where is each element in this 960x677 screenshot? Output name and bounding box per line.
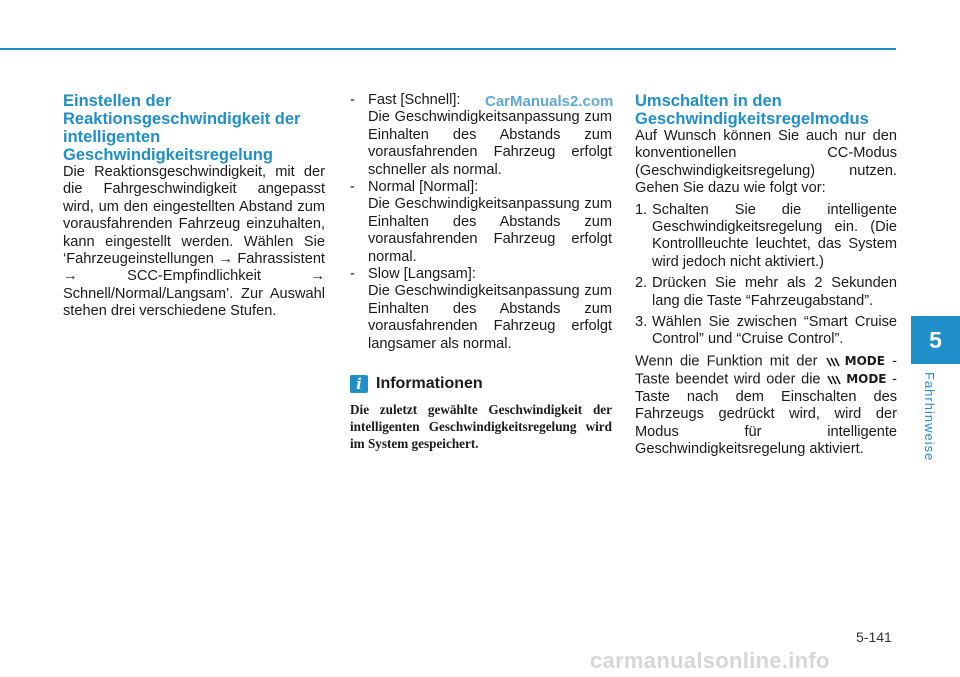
drive-mode-icon: MODE	[826, 371, 886, 388]
info-icon: i	[350, 375, 368, 393]
step-1: 1. Schalten Sie die intelligente Geschwindigkeitsregelung ein. (Die Kontrollleuchte leuchtet, das System wird jedoch nicht aktiviert.)	[635, 201, 897, 270]
normal-label: Normal [Normal]:	[368, 179, 479, 196]
left-column	[63, 92, 325, 321]
info-text: Die zuletzt gewählte Geschwindigkeit der intelligenten Geschwindigkeitsregelung wird im System gespeichert.	[350, 402, 612, 452]
cc-intro-text: Auf Wunsch können Sie auch nur den konventionellen CC-Modus (Geschwindigkeitsregelung) nutzen. Gehen Sie dazu wie folgt vor:	[635, 128, 897, 197]
mode-outro-text: Wenn die Funktion mit der MODE -Taste beendet wird oder die MODE -Taste nach dem Einschalten des Fahrzeugs gedrückt wird, wird der Modus für intelligente Geschwindigkeitsregelung aktiviert.	[635, 353, 897, 458]
right-column	[635, 92, 897, 458]
normal-description: Die Geschwindigkeitsanpassung zum Einhalten des Abstands zum vorausfahrenden Fahrzeug erfolgt normal.	[368, 196, 612, 265]
info-box-header	[350, 375, 612, 393]
footer-watermark: carmanualsonline.info	[590, 648, 830, 673]
middle-column	[350, 92, 612, 452]
response-body-text: Die Reaktionsgeschwindigkeit, mit der die Fahrgeschwindigkeit angepasst wird, um den eingestellten Abstand zum vorausfahrenden Fahrzeug einzuhalten, kann eingestellt werden. Wählen Sie ‘Fahrzeugeinstellungen → Fahrassistent → SCC-Empfindlichkeit → Schnell/Normal/Langsam’. Zur Auswahl stehen drei verschiedene Stufen.	[63, 164, 325, 320]
list-item-normal: - Normal [Normal]:	[350, 179, 479, 196]
step-2: 2. Drücken Sie mehr als 2 Sekunden lang die Taste “Fahrzeugabstand”.	[635, 275, 897, 309]
section-heading-cc-mode: Umschalten in den Geschwindigkeitsregelmodus	[635, 92, 869, 128]
section-heading-response: Einstellen der Reaktionsgeschwindigkeit der intelligenten Geschwindigkeitsregelung	[63, 92, 301, 164]
slow-description: Die Geschwindigkeitsanpassung zum Einhalten des Abstands zum vorausfahrenden Fahrzeug erfolgt langsamer als normal.	[368, 283, 612, 352]
list-item-slow: - Slow [Langsam]:	[350, 266, 476, 283]
step-3: 3. Wählen Sie zwischen “Smart Cruise Control” und “Cruise Control”.	[635, 314, 897, 348]
chapter-number-tab: 5	[911, 316, 960, 364]
drive-mode-icon: MODE	[825, 353, 885, 370]
info-title: Informationen	[376, 375, 483, 393]
header-rule	[0, 48, 896, 50]
slow-label: Slow [Langsam]:	[368, 266, 476, 283]
fast-label: Fast [Schnell]:	[368, 92, 461, 108]
chapter-name: Fahrhinweise	[922, 372, 937, 462]
fast-description: Die Geschwindigkeitsanpassung zum Einhalten des Abstands zum vorausfahrenden Fahrzeug erfolgt schneller als normal.	[368, 109, 612, 178]
list-item-fast: - Fast [Schnell]:	[350, 92, 461, 108]
carmanuals-watermark: CarManuals2.com	[485, 93, 614, 110]
page-number: 5-141	[856, 629, 892, 645]
